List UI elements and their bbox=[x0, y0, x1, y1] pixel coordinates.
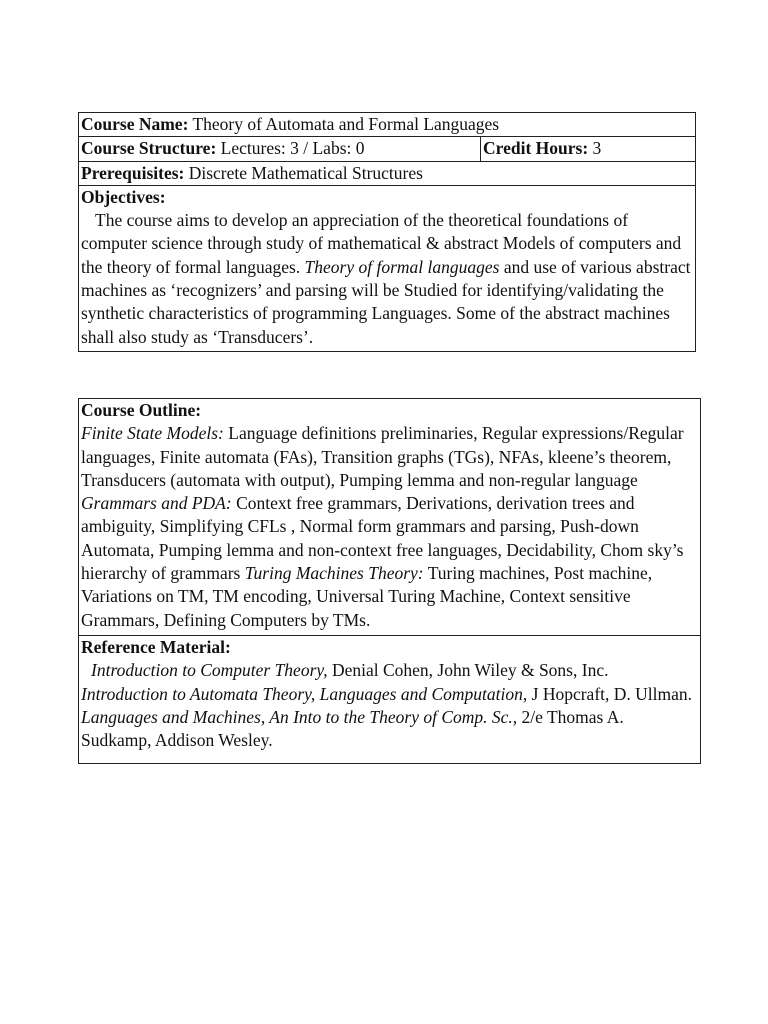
ref3-title: Languages and Machines, An Into to the Theory of Comp. Sc., bbox=[81, 706, 518, 727]
course-name-row bbox=[79, 113, 696, 137]
course-structure-row bbox=[79, 137, 696, 161]
course-structure-value: Lectures: 3 / Labs: 0 bbox=[220, 138, 365, 159]
prerequisites-cell bbox=[79, 161, 696, 185]
course-info-table bbox=[78, 112, 696, 352]
reference-row bbox=[79, 635, 701, 763]
ref3-rest: 2/e Thomas A. Sudkamp, Addison Wesley. bbox=[81, 706, 624, 751]
course-outline-row bbox=[79, 399, 701, 636]
credit-hours-cell bbox=[481, 137, 696, 161]
course-name-cell bbox=[79, 113, 696, 137]
finite-state-text: Language definitions preliminaries, Regular expressions/Regular languages, Finite automata (FAs), Transition graphs (TGs), NFAs, kleene’s theorem, Transducers (automata with output), Pumping lemma and non-regular language bbox=[81, 423, 684, 490]
objectives-italic: Theory of formal languages bbox=[304, 256, 500, 277]
turing-text: Turing machines, Post machine, Variations on TM, TM encoding, Universal Turing Machine, Context sensitive Grammars, Defining Computers by TMs. bbox=[81, 563, 653, 630]
objectives-label: Objectives: bbox=[81, 186, 166, 207]
grammars-heading: Grammars and PDA: bbox=[81, 493, 232, 514]
reference-label: Reference Material: bbox=[81, 636, 231, 657]
grammars-text: Context free grammars, Derivations, derivation trees and ambiguity, Simplifying CFLs , Normal form grammars and parsing, Push-down Automata, Pumping lemma and non-context free languages, Decidability, Chom sky’s hierarchy of grammars bbox=[81, 493, 684, 584]
objectives-text-1: The course aims to develop an appreciation of the theoretical foundations of computer science through study of mathematical & abstract Models of computers and the theory of formal languages. bbox=[81, 210, 682, 277]
ref1-title: Introduction to Computer Theory, bbox=[91, 660, 328, 681]
course-name-label: Course Name: bbox=[81, 114, 189, 134]
ref1-rest: Denial Cohen, John Wiley & Sons, Inc. bbox=[331, 660, 609, 681]
course-name-value: Theory of Automata and Formal Languages bbox=[192, 114, 500, 134]
ref2-rest: J Hopcraft, D. Ullman. bbox=[531, 683, 693, 704]
course-outline-label: Course Outline: bbox=[81, 400, 202, 420]
credit-hours-label: Credit Hours: bbox=[483, 138, 589, 159]
prerequisites-value: Discrete Mathematical Structures bbox=[188, 162, 423, 183]
turing-heading: Turing Machines Theory: bbox=[244, 563, 424, 584]
course-structure-cell bbox=[79, 137, 481, 161]
reference-cell bbox=[79, 635, 701, 763]
objectives-cell bbox=[79, 185, 696, 351]
objectives-text-2: and use of various abstract machines as ‘recognizers’ and parsing will be Studied for identifying/validating the synthetic characteristics of programming Languages. Some of the abstract machines shall also study as ‘Transducers’. bbox=[81, 256, 691, 347]
course-structure-label: Course Structure: bbox=[81, 138, 217, 159]
prerequisites-label: Prerequisites: bbox=[81, 162, 185, 183]
ref2-title: Introduction to Automata Theory, Languages and Computation, bbox=[81, 683, 528, 704]
prerequisites-row bbox=[79, 161, 696, 185]
course-outline-table bbox=[78, 398, 701, 764]
course-outline-cell bbox=[79, 399, 701, 636]
objectives-row bbox=[79, 185, 696, 351]
finite-state-heading: Finite State Models: bbox=[81, 423, 224, 444]
credit-hours-value: 3 bbox=[592, 138, 602, 159]
